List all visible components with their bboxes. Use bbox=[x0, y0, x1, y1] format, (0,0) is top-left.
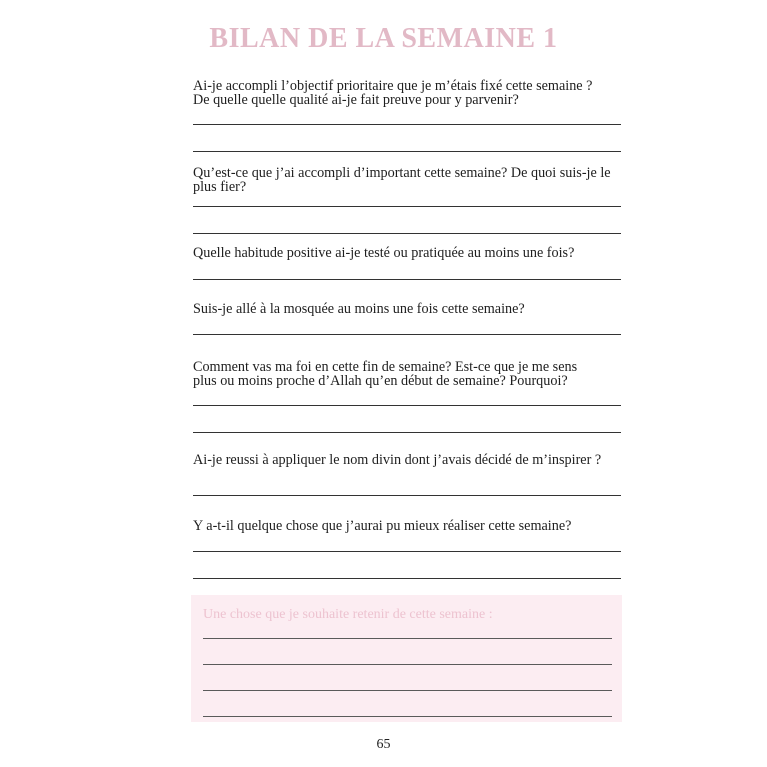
answer-line[interactable] bbox=[193, 578, 621, 579]
page-number: 65 bbox=[376, 737, 391, 752]
question-4-line-1: Suis-je allé à la mosquée au moins une fois cette semaine? bbox=[193, 301, 525, 317]
answer-line[interactable] bbox=[193, 151, 621, 152]
question-2-line-2: plus fier? bbox=[193, 179, 247, 195]
answer-line[interactable] bbox=[193, 495, 621, 496]
retain-box-label: Une chose que je souhaite retenir de cette semaine : bbox=[203, 607, 493, 622]
answer-line[interactable] bbox=[193, 551, 621, 552]
question-6-line-1: Ai-je reussi à appliquer le nom divin dont j’avais décidé de m’inspirer ? bbox=[193, 452, 602, 468]
retain-answer-line[interactable] bbox=[203, 638, 612, 639]
retain-answer-line[interactable] bbox=[203, 690, 612, 691]
question-5-line-2: plus ou moins proche d’Allah qu’en début de semaine? Pourquoi? bbox=[193, 373, 568, 389]
answer-line[interactable] bbox=[193, 124, 621, 125]
question-5 bbox=[193, 360, 633, 388]
page-title: BILAN DE LA SEMAINE 1 bbox=[209, 23, 558, 54]
question-5-line-1: Comment vas ma foi en cette fin de semaine? Est-ce que je me sens bbox=[193, 359, 578, 375]
answer-line[interactable] bbox=[193, 279, 621, 280]
question-2 bbox=[193, 166, 633, 194]
question-2-line-1: Qu’est-ce que j’ai accompli d’important cette semaine? De quoi suis-je le bbox=[193, 165, 611, 181]
question-7 bbox=[193, 519, 633, 533]
question-6 bbox=[193, 453, 633, 467]
answer-line[interactable] bbox=[193, 233, 621, 234]
answer-line[interactable] bbox=[193, 206, 621, 207]
answer-line[interactable] bbox=[193, 405, 621, 406]
retain-answer-line[interactable] bbox=[203, 716, 612, 717]
question-4 bbox=[193, 302, 633, 316]
question-3 bbox=[193, 246, 633, 260]
question-3-line-1: Quelle habitude positive ai-je testé ou pratiquée au moins une fois? bbox=[193, 245, 575, 261]
question-7-line-1: Y a-t-il quelque chose que j’aurai pu mieux réaliser cette semaine? bbox=[193, 518, 572, 534]
retain-answer-line[interactable] bbox=[203, 664, 612, 665]
answer-line[interactable] bbox=[193, 334, 621, 335]
question-1-line-1: Ai-je accompli l’objectif prioritaire que je m’étais fixé cette semaine ? bbox=[193, 78, 593, 94]
question-1-line-2: De quelle quelle qualité ai-je fait preuve pour y parvenir? bbox=[193, 92, 519, 108]
question-1 bbox=[193, 79, 633, 107]
answer-line[interactable] bbox=[193, 432, 621, 433]
